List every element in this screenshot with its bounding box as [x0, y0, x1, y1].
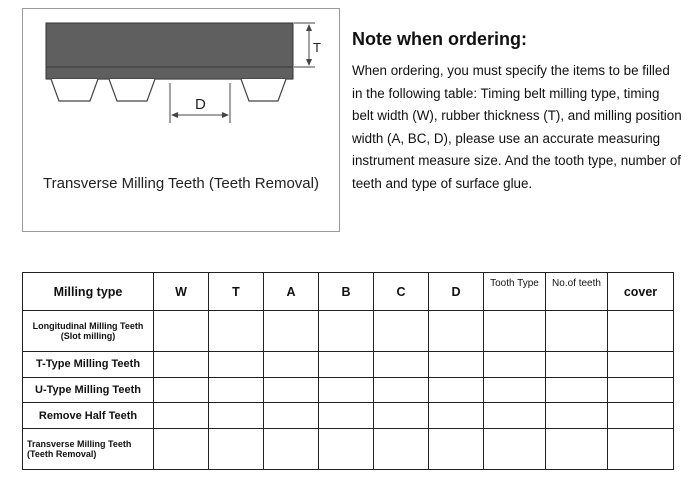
- table-cell[interactable]: [484, 311, 546, 352]
- header-t: T: [209, 273, 264, 311]
- table-cell[interactable]: [608, 428, 674, 469]
- table-cell[interactable]: [154, 377, 209, 403]
- table-cell[interactable]: [546, 403, 608, 429]
- row-type-u-type: U-Type Milling Teeth: [23, 377, 154, 403]
- table-cell[interactable]: [429, 352, 484, 378]
- header-w: W: [154, 273, 209, 311]
- table-cell[interactable]: [154, 352, 209, 378]
- table-cell[interactable]: [209, 403, 264, 429]
- table-row: [23, 352, 674, 378]
- table-row: [23, 377, 674, 403]
- header-milling-type: Milling type: [23, 273, 154, 311]
- table-cell[interactable]: [374, 311, 429, 352]
- table-cell[interactable]: [546, 352, 608, 378]
- table-cell[interactable]: [264, 428, 319, 469]
- label-t: T: [313, 40, 321, 55]
- table-cell[interactable]: [209, 311, 264, 352]
- belt-diagram: [23, 9, 341, 233]
- header-a: A: [264, 273, 319, 311]
- table-cell[interactable]: [608, 352, 674, 378]
- table-cell[interactable]: [154, 428, 209, 469]
- table-cell[interactable]: [374, 377, 429, 403]
- table-cell[interactable]: [484, 428, 546, 469]
- table-cell[interactable]: [319, 352, 374, 378]
- table-cell[interactable]: [264, 311, 319, 352]
- table-cell[interactable]: [429, 377, 484, 403]
- header-no-of-teeth: No.of teeth: [546, 273, 608, 311]
- table-cell[interactable]: [484, 403, 546, 429]
- header-c: C: [374, 273, 429, 311]
- table-row: [23, 311, 674, 352]
- table-cell[interactable]: [429, 403, 484, 429]
- header-row: [23, 273, 674, 311]
- header-cover: cover: [608, 273, 674, 311]
- header-d: D: [429, 273, 484, 311]
- table-cell[interactable]: [319, 377, 374, 403]
- table-cell[interactable]: [264, 403, 319, 429]
- order-table: [22, 272, 674, 470]
- table-cell[interactable]: [429, 428, 484, 469]
- table-cell[interactable]: [209, 428, 264, 469]
- row-type-t-type: T-Type Milling Teeth: [23, 352, 154, 378]
- header-tooth-type: Tooth Type: [484, 273, 546, 311]
- table-cell[interactable]: [374, 428, 429, 469]
- table-cell[interactable]: [154, 403, 209, 429]
- table-cell[interactable]: [484, 377, 546, 403]
- belt-figure: [22, 8, 340, 232]
- row-type-remove-half: Remove Half Teeth: [23, 403, 154, 429]
- table-cell[interactable]: [608, 403, 674, 429]
- table-cell[interactable]: [154, 311, 209, 352]
- table-cell[interactable]: [374, 352, 429, 378]
- note-title: Note when ordering:: [352, 29, 527, 49]
- label-d: D: [195, 96, 206, 113]
- table-cell[interactable]: [209, 377, 264, 403]
- table-cell[interactable]: [264, 352, 319, 378]
- table-cell[interactable]: [319, 403, 374, 429]
- table-row: [23, 403, 674, 429]
- table-cell[interactable]: [608, 377, 674, 403]
- table-cell[interactable]: [546, 377, 608, 403]
- figure-caption: Transverse Milling Teeth (Teeth Removal): [43, 175, 319, 192]
- table-cell[interactable]: [484, 352, 546, 378]
- table-cell[interactable]: [546, 428, 608, 469]
- table-cell[interactable]: [429, 311, 484, 352]
- table-row: [23, 428, 674, 469]
- table-cell[interactable]: [608, 311, 674, 352]
- header-b: B: [319, 273, 374, 311]
- table-cell[interactable]: [264, 377, 319, 403]
- table-cell[interactable]: [319, 428, 374, 469]
- belt-body: [46, 23, 293, 79]
- table-cell[interactable]: [374, 403, 429, 429]
- row-type-longitudinal: Longitudinal Milling Teeth (Slot milling): [23, 311, 154, 352]
- note-body: When ordering, you must specify the items to be filled in the following table: Timing belt milling type, timing belt width (W), rubber thickness (T), and milling position width (A, BC, D), please use an accurate measuring instrument measure size. And the tooth type, number of teeth and type of surface glue.: [352, 63, 682, 191]
- row-type-transverse: Transverse Milling Teeth (Teeth Removal): [23, 428, 154, 469]
- table-cell[interactable]: [546, 311, 608, 352]
- table-cell[interactable]: [319, 311, 374, 352]
- table-cell[interactable]: [209, 352, 264, 378]
